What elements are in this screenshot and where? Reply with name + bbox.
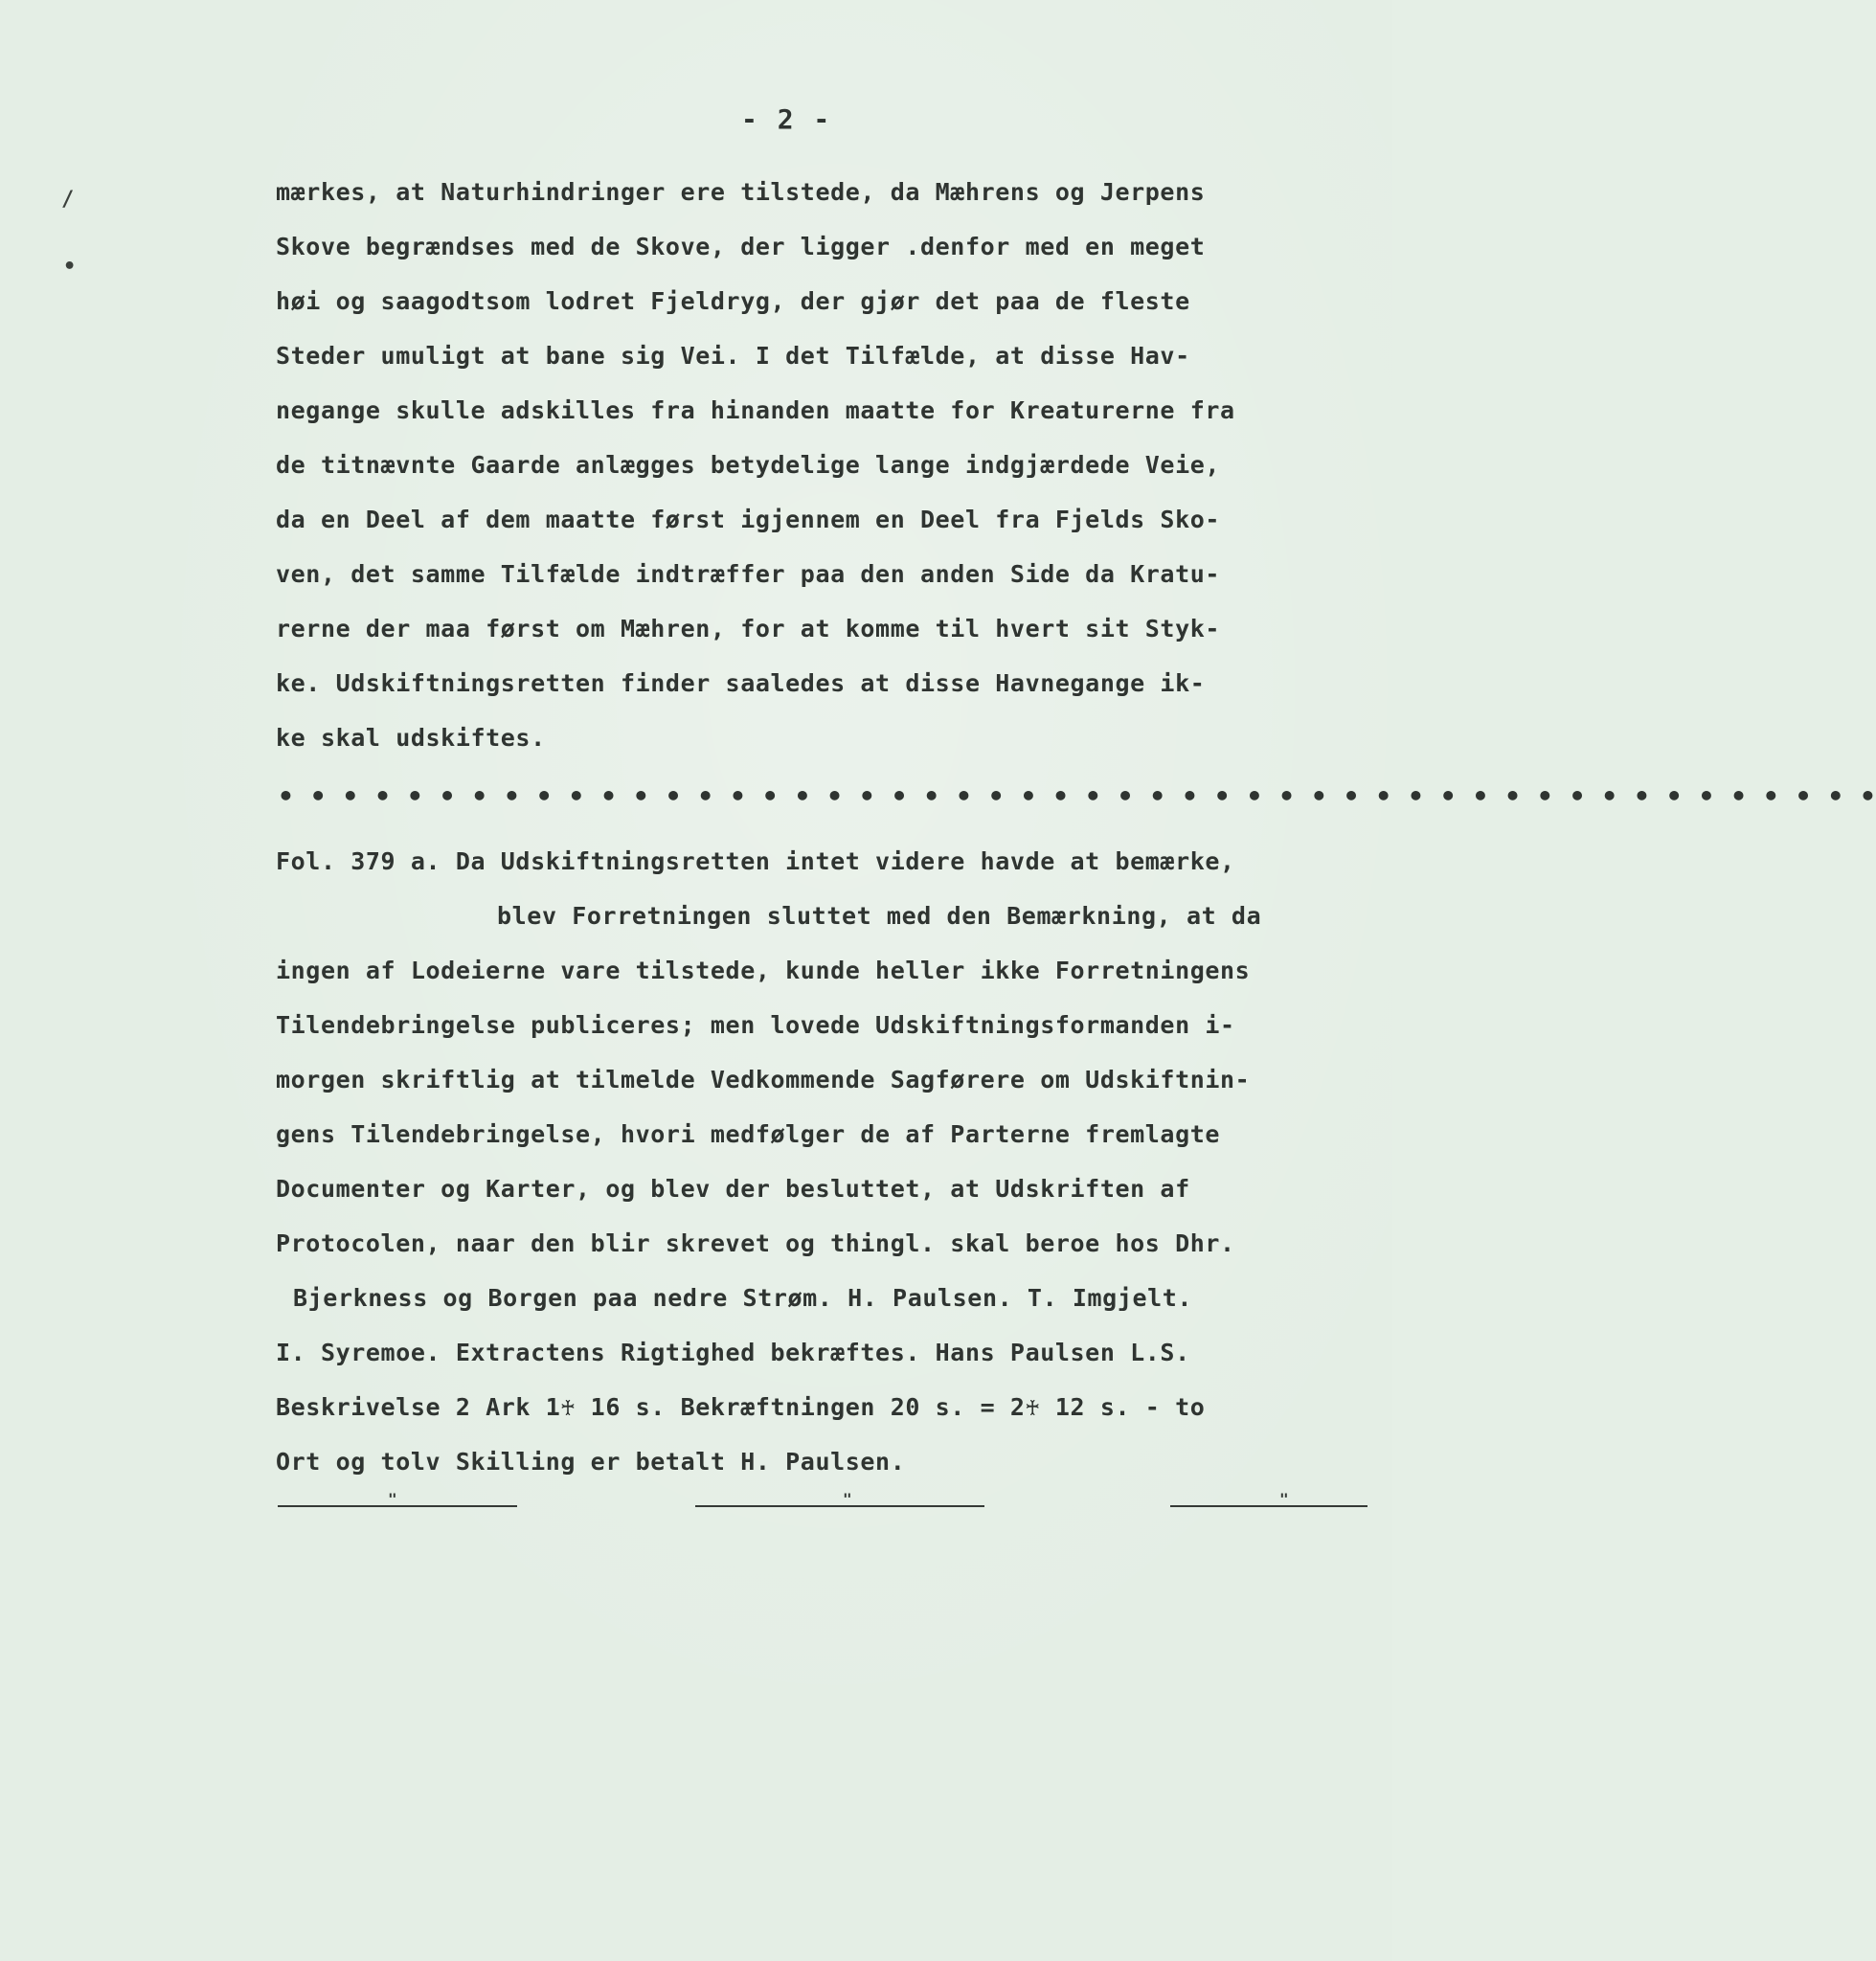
text-line: ke skal udskiftes. (276, 724, 546, 752)
text-line: Steder umuligt at bane sig Vei. I det Tilfælde, at disse Hav- (276, 342, 1190, 370)
fol-line: Ort og tolv Skilling er betalt H. Paulsen. (276, 1448, 906, 1476)
text-line: høi og saagodtsom lodret Fjeldryg, der gjør det paa de fleste (276, 287, 1190, 315)
signature-tick: " (843, 1490, 852, 1508)
margin-dot: • (63, 255, 77, 279)
margin-mark: / (61, 188, 75, 212)
text-line: da en Deel af dem maatte først igjennem en Deel fra Fjelds Sko- (276, 506, 1221, 533)
separator-dots: • • • • • • • • • • • • • • • • • • • • • • • • • • • • • • • • • • • • • • • • • • • • • • • • • • (278, 780, 1876, 812)
fol-line: Documenter og Karter, og blev der besluttet, at Udskriften af (276, 1175, 1190, 1203)
page-number: - 2 - (741, 103, 832, 135)
fol-line: Fol. 379 a. Da Udskiftningsretten intet videre havde at bemærke, (276, 847, 1235, 875)
fol-line: Beskrivelse 2 Ark 1♰ 16 s. Bekræftningen 20 s. = 2♰ 12 s. - to (276, 1393, 1206, 1421)
fol-line: I. Syremoe. Extractens Rigtighed bekræftes. Hans Paulsen L.S. (276, 1339, 1190, 1366)
text-line: ven, det samme Tilfælde indtræffer paa den anden Side da Kratu- (276, 560, 1221, 588)
signature-rule (1170, 1505, 1367, 1507)
text-line: de titnævnte Gaarde anlægges betydelige lange indgjærdede Veie, (276, 451, 1221, 479)
fol-line: gens Tilendebringelse, hvori medfølger de af Parterne fremlagte (276, 1120, 1221, 1148)
text-line: rerne der maa først om Mæhren, for at komme til hvert sit Styk- (276, 615, 1221, 642)
text-line: ke. Udskiftningsretten finder saaledes at disse Havnegange ik- (276, 669, 1206, 697)
fol-line: Bjerkness og Borgen paa nedre Strøm. H. Paulsen. T. Imgjelt. (293, 1284, 1193, 1312)
fol-line: morgen skriftlig at tilmelde Vedkommende Sagførere om Udskiftnin- (276, 1066, 1251, 1093)
fol-line: Tilendebringelse publiceres; men lovede Udskiftningsformanden i- (276, 1011, 1235, 1039)
text-line: mærkes, at Naturhindringer ere tilstede, da Mæhrens og Jerpens (276, 178, 1206, 206)
signature-rule (278, 1505, 517, 1507)
fol-line: ingen af Lodeierne vare tilstede, kunde heller ikke Forretningens (276, 957, 1251, 984)
text-line: negange skulle adskilles fra hinanden maatte for Kreaturerne fra (276, 396, 1235, 424)
signature-rule (695, 1505, 984, 1507)
text-line: Skove begrændses med de Skove, der ligger .denfor med en meget (276, 233, 1206, 260)
fol-line: blev Forretningen sluttet med den Bemærkning, at da (497, 902, 1262, 930)
fol-line: Protocolen, naar den blir skrevet og thingl. skal beroe hos Dhr. (276, 1229, 1235, 1257)
signature-tick: " (388, 1490, 397, 1508)
signature-tick: " (1279, 1490, 1289, 1508)
